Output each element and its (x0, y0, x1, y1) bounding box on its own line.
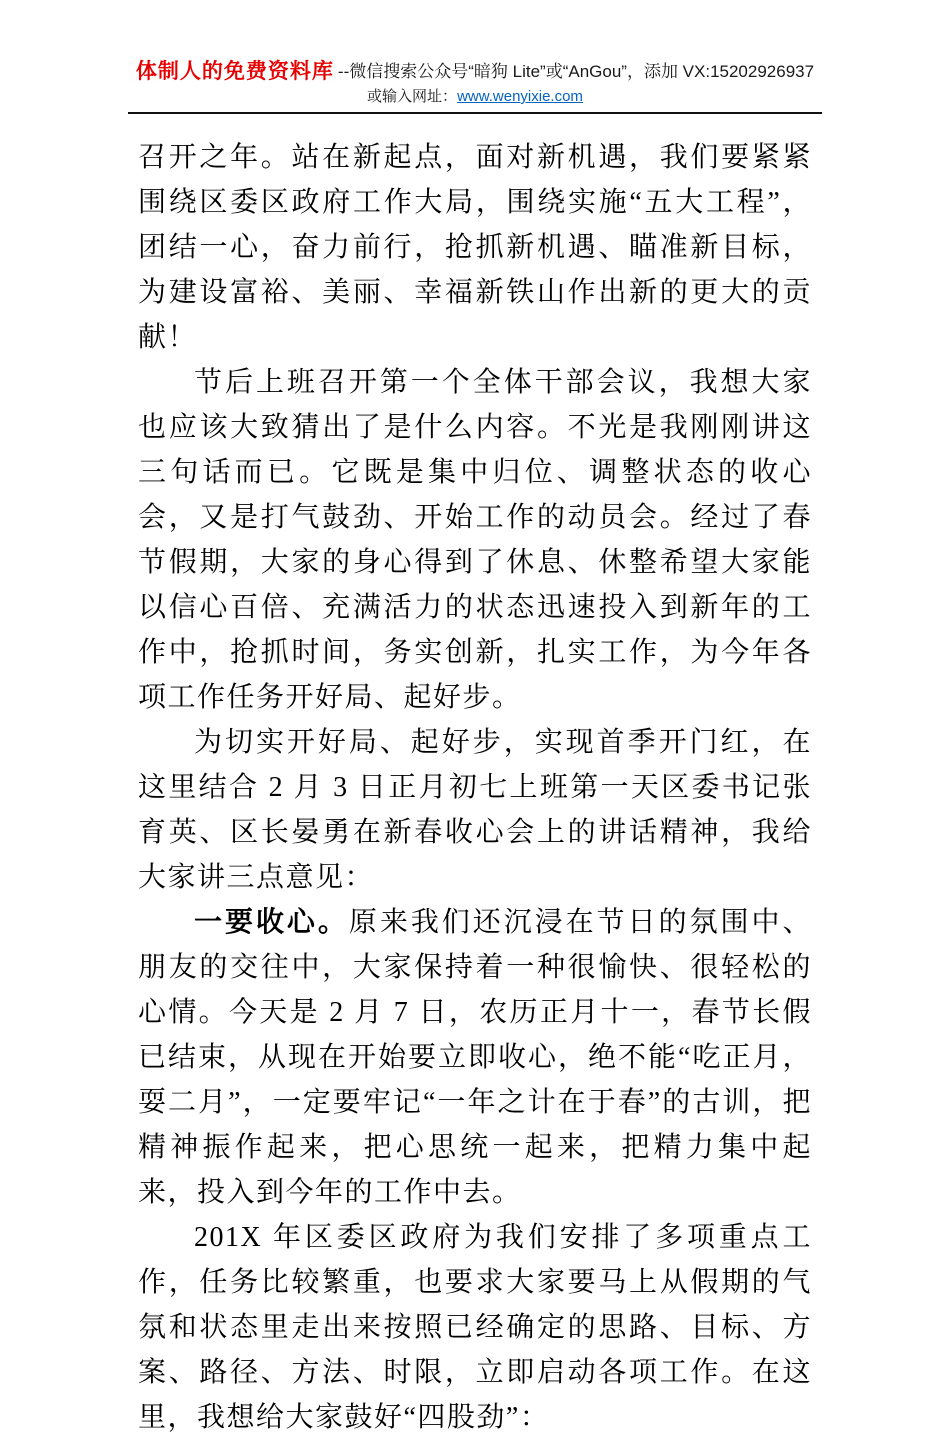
paragraph-text: 召开之年。站在新起点，面对新机遇，我们要紧紧围绕区委区政府工作大局，围绕实施“五大工程”，团结一心，奋力前行，抢抓新机遇、瞄准新目标，为建设富裕、美丽、幸福新铁山作出新的更大的贡献！ (138, 142, 812, 353)
paragraph-text: 原来我们还沉浸在节日的氛围中、朋友的交往中，大家保持着一种很愉快、很轻松的心情。今天是 2 月 7 日，农历正月十一，春节长假已结束，从现在开始要立即收心，绝不能“吃正月，耍二月”，一定要牢记“一年之计在于春”的古训，把精神振作起来，把心思统一起来，把精力集中起来，投入到今年的工作中去。 (138, 907, 812, 1208)
site-title: 体制人的免费资料库 (135, 60, 334, 83)
paragraph-5 (138, 1215, 812, 1440)
paragraph-text: 为切实开好局、起好步，实现首季开门红，在这里结合 2 月 3 日正月初七上班第一天区委书记张育英、区长晏勇在新春收心会上的讲话精神，我给大家讲三点意见： (138, 727, 812, 893)
header (0, 0, 950, 114)
header-line2 (0, 87, 950, 107)
document-body (138, 114, 812, 1440)
paragraph-text: 节后上班召开第一个全体干部会议，我想大家也应该大致猜出了是什么内容。不光是我刚刚讲这三句话而已。它既是集中归位、调整状态的收心会，又是打气鼓劲、开始工作的动员会。经过了春节假期，大家的身心得到了休息、休整希望大家能以信心百倍、充满活力的状态迅速投入到新年的工作中，抢抓时间，务实创新，扎实工作，为今年各项工作任务开好局、起好步。 (138, 367, 812, 713)
paragraph-2 (138, 360, 812, 720)
site-description: --微信搜索公众号“暗狗 Lite”或“AnGou”，添加 VX:15202926937 (337, 62, 815, 81)
paragraph-3 (138, 720, 812, 900)
paragraph-lead: 一要收心。 (194, 907, 349, 938)
header-line1 (0, 60, 950, 84)
paragraph-text: 201X 年区委区政府为我们安排了多项重点工作，任务比较繁重，也要求大家要马上从假期的气氛和状态里走出来按照已经确定的思路、目标、方案、路径、方法、时限，立即启动各项工作。在这里，我想给大家鼓好“四股劲”： (138, 1222, 812, 1433)
paragraph-4 (138, 900, 812, 1215)
site-link[interactable]: www.wenyixie.com (457, 88, 583, 105)
paragraph-1 (138, 135, 812, 360)
url-label: 或输入网址： (367, 88, 458, 105)
